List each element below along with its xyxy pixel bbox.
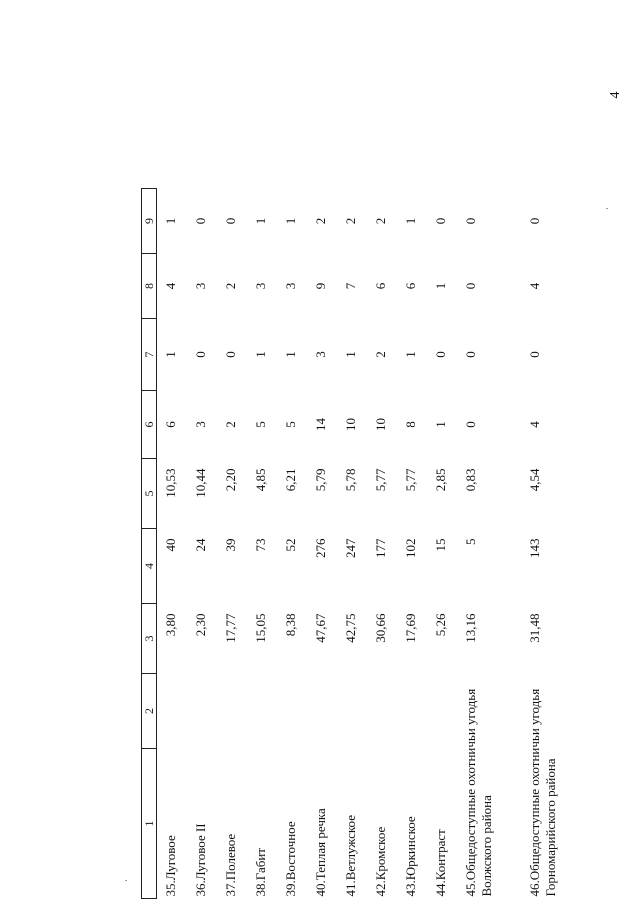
scan-speck (125, 880, 127, 881)
cell-c6: 3 (193, 421, 208, 428)
cell-area: 47,67 (313, 613, 328, 643)
column-header-7: 7 (142, 319, 157, 391)
header-row (142, 189, 157, 899)
cell-c5: 5,77 (373, 468, 388, 492)
column-header-1: 1 (142, 749, 157, 899)
cell-area: 13,16 (463, 613, 478, 643)
cell-c5: 5,77 (403, 468, 418, 492)
cell-area: 2,30 (193, 613, 208, 637)
cell-c6: 10 (343, 418, 358, 431)
cell-c6: 10 (373, 418, 388, 431)
cell-c4: 102 (403, 538, 418, 558)
table-body (157, 189, 620, 899)
cell-c6: 4 (527, 421, 542, 428)
cell-c9: 1 (163, 217, 178, 225)
cell-c4: 24 (193, 538, 208, 552)
cell-c5: 5,78 (343, 468, 358, 492)
cell-area: 5,26 (433, 613, 448, 637)
cell-name: 40.Теплая речка (313, 808, 328, 897)
table-row (217, 189, 247, 899)
cell-c5: 4,54 (527, 468, 542, 492)
cell-c7: 0 (527, 351, 542, 358)
cell-c4: 276 (313, 538, 328, 558)
cell-name: 44.Контраст (433, 829, 448, 897)
cell-area: 31,48 (527, 613, 542, 643)
column-header-3: 3 (142, 604, 157, 674)
table-row (457, 189, 521, 899)
cell-area: 42,75 (343, 613, 358, 643)
cell-c5: 4,85 (253, 468, 268, 492)
cell-area: 30,66 (373, 613, 388, 643)
cell-name: 35.Луговое (163, 835, 178, 897)
column-header-9: 9 (142, 189, 157, 254)
cell-c7: 2 (373, 351, 388, 358)
cell-c8: 3 (193, 282, 208, 290)
cell-c9: 1 (403, 217, 418, 225)
cell-c7: 0 (193, 351, 208, 358)
page-number: 4 (608, 91, 623, 99)
cell-c5: 2,85 (433, 468, 448, 492)
cell-c4: 40 (163, 538, 178, 552)
cell-c8: 3 (253, 282, 268, 290)
table-row (397, 189, 427, 899)
table-row (367, 189, 397, 899)
cell-c7: 1 (283, 351, 298, 358)
cell-c9: 0 (223, 217, 238, 225)
cell-c8: 4 (527, 282, 542, 290)
cell-name: 45.Общедоступные охотничьи угодья Волжского района (463, 688, 494, 897)
column-header-6: 6 (142, 391, 157, 459)
cell-c7: 0 (433, 351, 448, 358)
table-row (307, 189, 337, 899)
cell-c6: 5 (253, 421, 268, 428)
cell-c8: 2 (223, 282, 238, 290)
cell-name: 43.Юркинское (403, 816, 418, 897)
cell-area: 3,80 (163, 613, 178, 637)
cell-c9: 0 (433, 217, 448, 225)
cell-c6: 1 (433, 421, 448, 428)
table-row (277, 189, 307, 899)
cell-name: 46.Общедоступные охотничьи угодья Горномарийского района (527, 688, 558, 897)
hunting-grounds-table (141, 188, 619, 899)
cell-c4: 73 (253, 538, 268, 552)
cell-name: 37.Полевое (223, 833, 238, 897)
cell-name: 41.Ветлужское (343, 815, 358, 897)
cell-c7: 0 (463, 351, 478, 358)
cell-area: 15,05 (253, 613, 268, 643)
scan-speck (606, 208, 608, 209)
rotated-table-sheet (141, 189, 619, 899)
cell-c4: 177 (373, 538, 388, 558)
table-row (521, 189, 619, 899)
cell-c6: 5 (283, 421, 298, 428)
table-row (157, 189, 188, 899)
cell-c6: 14 (313, 418, 328, 431)
cell-name: 39.Восточное (283, 821, 298, 897)
column-header-4: 4 (142, 529, 157, 604)
cell-c9: 0 (193, 217, 208, 225)
cell-c7: 3 (313, 351, 328, 358)
cell-c7: 1 (253, 351, 268, 358)
cell-c9: 0 (463, 217, 478, 225)
cell-c5: 5,79 (313, 468, 328, 492)
cell-area: 17,69 (403, 613, 418, 643)
table-header (142, 189, 157, 899)
cell-c8: 3 (283, 282, 298, 290)
cell-c4: 247 (343, 538, 358, 558)
cell-c8: 0 (463, 282, 478, 290)
table-row (427, 189, 457, 899)
table-row (187, 189, 217, 899)
cell-c8: 1 (433, 282, 448, 290)
cell-c6: 8 (403, 421, 418, 428)
cell-c9: 1 (283, 217, 298, 225)
cell-c7: 1 (403, 351, 418, 358)
table-row (247, 189, 277, 899)
cell-area: 8,38 (283, 613, 298, 637)
cell-c8: 9 (313, 282, 328, 290)
cell-c4: 143 (527, 538, 542, 558)
cell-c5: 0,83 (463, 468, 478, 492)
cell-c5: 10,53 (163, 468, 178, 498)
cell-c9: 0 (527, 217, 542, 225)
cell-c7: 0 (223, 351, 238, 358)
cell-c8: 6 (403, 282, 418, 290)
cell-c4: 5 (463, 538, 478, 545)
cell-c9: 2 (343, 217, 358, 225)
cell-c5: 10,44 (193, 468, 208, 498)
cell-name: 36.Луговое II (193, 823, 208, 897)
cell-c4: 15 (433, 538, 448, 552)
cell-c6: 0 (463, 421, 478, 428)
cell-c4: 52 (283, 538, 298, 552)
cell-c5: 2,20 (223, 468, 238, 492)
cell-c8: 6 (373, 282, 388, 290)
cell-c9: 2 (373, 217, 388, 225)
table-row (337, 189, 367, 899)
cell-c6: 6 (163, 421, 178, 428)
cell-c4: 39 (223, 538, 238, 552)
cell-c7: 1 (163, 351, 178, 358)
cell-c8: 4 (163, 282, 178, 290)
cell-name: 38.Габит (253, 848, 268, 897)
column-header-5: 5 (142, 459, 157, 529)
cell-c5: 6,21 (283, 468, 298, 492)
cell-c7: 1 (343, 351, 358, 358)
column-header-8: 8 (142, 254, 157, 319)
cell-c9: 1 (253, 217, 268, 225)
cell-c9: 2 (313, 217, 328, 225)
cell-c8: 7 (343, 282, 358, 290)
cell-c6: 2 (223, 421, 238, 428)
column-header-2: 2 (142, 674, 157, 749)
cell-name: 42.Кромское (373, 826, 388, 897)
cell-area: 17,77 (223, 613, 238, 643)
